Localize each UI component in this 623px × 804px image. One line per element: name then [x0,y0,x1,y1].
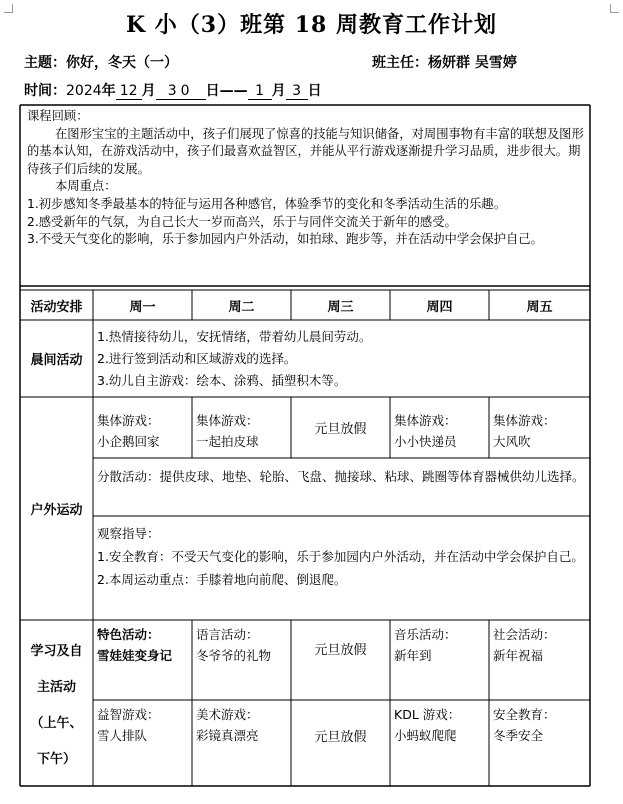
time-line [24,80,322,100]
activity-type: 语言活动： [196,627,259,642]
start-day: 30 [156,83,206,100]
page-title: K 小（3）班第 18 周教育工作计划 [125,12,498,38]
game-name: 一起拍皮球 [196,434,259,449]
morning-label: 晨间活动 [30,353,83,368]
theme-line [24,52,178,72]
end-month: 1 [248,83,272,100]
game-type: 集体游戏： [196,413,259,428]
study-label-line-3: （上午、 [30,716,83,731]
focus-heading: 本周重点： [55,179,117,194]
activity-name: 小蚂蚁爬爬 [394,728,457,743]
day-unit-2: 日 [307,83,322,99]
outdoor-fri [493,410,585,452]
end-day: 3 [286,83,308,100]
study-r1-tue [196,624,276,666]
study-label [20,634,93,778]
activity-type: 特色活动： [97,627,160,642]
header-mon: 周一 [129,299,156,315]
activity-name: 雪娃娃变身记 [97,648,173,663]
study-r2-wed-holiday: 元旦放假 [314,729,367,745]
activity-name: 冬季安全 [493,728,544,743]
teacher-value: 杨妍群 吴雪婷 [428,55,517,71]
outdoor-wed-holiday: 元旦放假 [314,422,367,437]
activity-type: 益智游戏： [97,707,160,722]
focus-point-2: 2.感受新年的气氛，为自己长大一岁而高兴，乐于与同伴交流关于新年的感受。 [27,214,457,229]
activity-name: 彩镜真漂亮 [196,728,259,743]
scattered-activity: 分散活动：提供皮球、地垫、轮胎、飞盘、抛接球、粘球、跳圈等体育器械供幼儿选择。 [97,469,585,484]
theme-label: 主题： [24,55,66,71]
study-label-line-1: 学习及自 [30,644,83,659]
day-unit-1: 日 [205,83,220,99]
guidance-item-2: 2.本周运动重点：手膝着地向前爬、倒退爬。 [97,572,347,587]
activity-type: 美术游戏： [196,707,259,722]
header-activity: 活动安排 [30,299,83,315]
review-heading: 课程回顾： [27,109,89,123]
activity-name: 冬爷爷的礼物 [196,648,272,663]
activity-type: KDL 游戏： [394,707,461,722]
game-type: 集体游戏： [97,413,160,428]
teacher-line [372,52,517,72]
study-label-line-4: 下午） [36,752,76,767]
year-unit: 年 [101,83,116,99]
game-name: 大风吹 [493,434,531,449]
study-r1-fri [493,624,585,666]
study-r1-mon [97,624,189,666]
game-name: 小小快递员 [394,434,457,449]
month-unit-1: 月 [141,83,156,99]
study-r2-tue [196,704,288,746]
header-thu: 周四 [426,299,453,315]
activity-type: 社会活动： [493,627,556,642]
study-r1-thu [394,624,486,666]
focus-point-3: 3.不受天气变化的影响，乐于参加园内户外活动，如拍球、跑步等，并在活动中学会保护自己。 [27,232,543,247]
activity-type: 安全教育： [493,707,556,722]
game-type: 集体游戏： [493,413,556,428]
time-label: 时间： [24,83,66,99]
outdoor-mon [97,410,189,452]
guidance-heading: 观察指导： [97,526,160,541]
header-tue: 周二 [228,299,255,315]
activity-name: 新年到 [394,648,432,663]
activity-type: 音乐活动： [394,627,457,642]
review-text: 在图形宝宝的主题活动中，孩子们展现了惊喜的技能与知识储备，对周围事物有丰富的联想及图形的基本认知，在游戏活动中，孩子们最喜欢益智区，并能从平行游戏逐渐提升学习品质，进步很大。期待孩子们后续的发展。 [27,126,584,176]
study-r2-mon [97,704,189,746]
morning-item-2: 2.进行签到活动和区域游戏的选择。 [97,351,297,366]
course-review [27,108,585,249]
morning-item-3: 3.幼儿自主游戏：绘本、涂鸦、插塑积木等。 [97,373,347,388]
teacher-label: 班主任： [372,55,428,71]
month-unit-2: 月 [271,83,286,99]
focus-point-1: 1.初步感知冬季最基本的特征与运用各种感官，体验季节的变化和冬季活动生活的乐趣。 [27,196,507,211]
study-r1-wed-holiday: 元旦放假 [314,642,367,658]
observation-guidance [97,522,587,591]
morning-activities [97,326,585,392]
outdoor-thu [394,410,486,452]
game-type: 集体游戏： [394,413,457,428]
game-name: 小企鹅回家 [97,434,160,449]
outdoor-label: 户外运动 [30,503,83,518]
guidance-item-1: 1.安全教育：不受天气变化的影响，乐于参加园内户外活动，并在活动中学会保护自己。 [97,549,584,564]
date-separator: —— [219,83,248,99]
study-r2-fri [493,704,585,746]
header-wed: 周三 [327,299,354,315]
outdoor-tue [196,410,288,452]
header-fri: 周五 [526,299,553,315]
study-r2-thu [394,704,486,746]
activity-name: 新年祝福 [493,648,544,663]
study-label-line-2: 主活动 [36,680,76,695]
theme-value: 你好，冬天（一） [66,55,178,71]
morning-item-1: 1.热情接待幼儿，安抚情绪，带着幼儿晨间劳动。 [97,329,372,344]
time-year: 2024 [66,83,102,99]
start-month: 12 [116,83,142,100]
activity-name: 雪人排队 [97,728,148,743]
